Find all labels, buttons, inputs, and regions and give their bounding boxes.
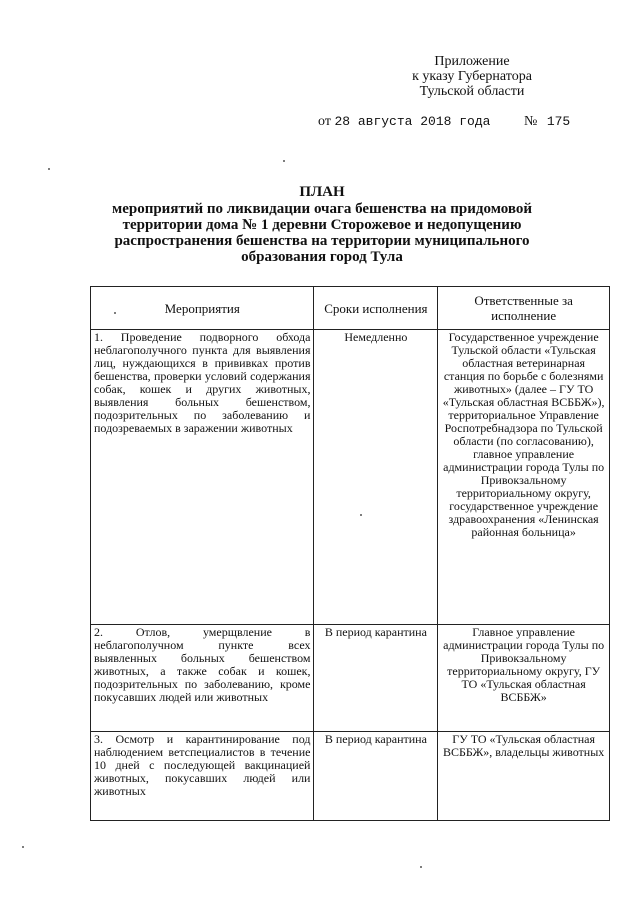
measure-cell: 2. Отлов, умерщвление в неблагополучном пункте всех выявленных больных бешенством животных, а также собак и кошек, подозрительных по заболеванию, кроме покусавших людей или животных (91, 625, 314, 732)
responsible-cell: ГУ ТО «Тульская областная ВСББЖ», владельцы животных (438, 732, 610, 821)
column-header-measures: Мероприятия (91, 287, 314, 330)
decree-date: 28 августа 2018 года (334, 114, 491, 129)
document-title (110, 184, 534, 265)
plan-table (90, 286, 610, 821)
scan-speck (360, 514, 362, 516)
scan-speck (22, 846, 24, 848)
scan-speck (283, 160, 285, 162)
appendix-block (372, 54, 572, 99)
responsible-cell: Государственное учреждение Тульской области «Тульская областная ветеринарная станция по борьбе с болезнями животных» (далее – ГУ ТО «Тульская областная ВСББЖ»), территориальное Управление Роспотребнадзора по Тульской области (по согласованию), главное управление администрации города Тулы по Привокзальному территориальному округу, государственное учреждение здравоохранения «Ленинская районная больница» (438, 330, 610, 625)
table-row (91, 732, 610, 821)
scan-speck (114, 312, 116, 314)
table-row (91, 625, 610, 732)
responsible-cell: Главное управление администрации города Тулы по Привокзальному территориальному округу, ГУ ТО «Тульская областная ВСББЖ» (438, 625, 610, 732)
measure-cell: 3. Осмотр и карантинирование под наблюдением ветспециалистов в течение 10 дней с последующей вакцинацией животных, покусавших людей или животных (91, 732, 314, 821)
column-header-responsible: Ответственные за исполнение (438, 287, 610, 330)
from-label: от (318, 114, 331, 129)
column-header-deadline: Сроки исполнения (314, 287, 438, 330)
plan-heading: ПЛАН (299, 184, 345, 200)
appendix-line-2: к указу Губернатора (412, 69, 532, 84)
plan-subtitle: мероприятий по ликвидации очага бешенства на придомовой территории дома № 1 деревни Сторожевое и недопущению распространения бешенства на территории муниципального образования город Тула (111, 201, 532, 265)
scan-speck (420, 866, 422, 868)
decree-reference (318, 114, 570, 130)
number-label: № (523, 114, 538, 129)
measure-cell: 1. Проведение подворного обхода неблагополучного пункта для выявления лиц, нуждающихся в прививках против бешенства, проверки условий содержания собак, кошек и других животных, выявления больных бешенством, подозрительных по заболеванию и подозреваемых в заражении животных (91, 330, 314, 625)
table-row (91, 330, 610, 625)
scan-speck (48, 168, 50, 170)
appendix-line-3: Тульской области (419, 84, 525, 99)
decree-number: 175 (546, 114, 571, 129)
appendix-line-1: Приложение (434, 54, 510, 69)
deadline-cell: В период карантина (314, 625, 438, 732)
table-header-row (91, 287, 610, 330)
deadline-cell: В период карантина (314, 732, 438, 821)
deadline-cell: Немедленно (314, 330, 438, 625)
